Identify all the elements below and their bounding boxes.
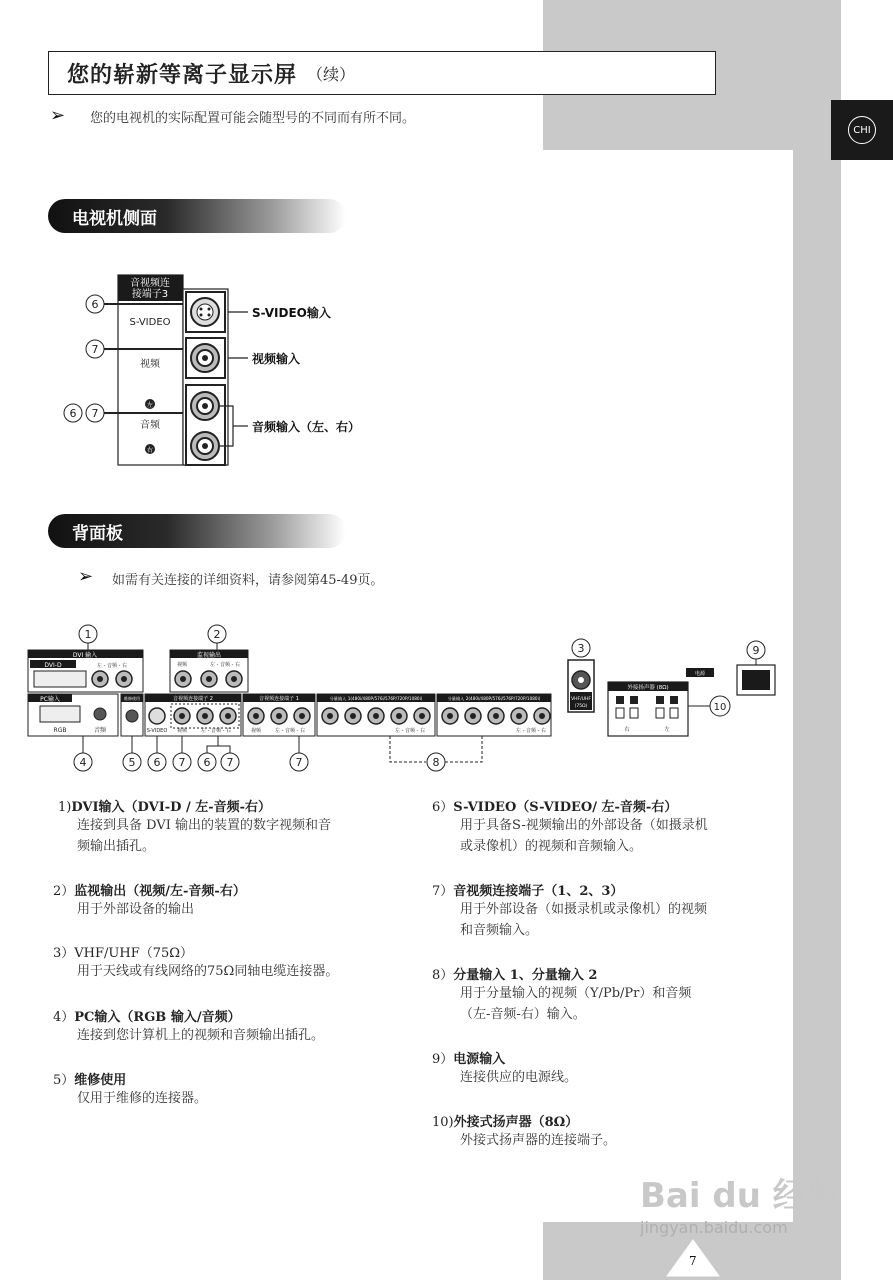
rear-comp1-audio-label: 左 - 音频 - 右 xyxy=(395,728,425,734)
side-num-7a: 7 xyxy=(91,343,99,356)
item-8-num: 8） xyxy=(432,968,454,983)
right-gray-band xyxy=(793,0,841,1280)
item-7-body-1: 用于外部设备（如摄录机或录像机）的视频 xyxy=(460,902,708,917)
item-6-title: S-VIDEO（S-VIDEO/ 左-音频-右） xyxy=(453,800,678,815)
item-10-num: 10) xyxy=(432,1115,454,1130)
side-video-label: 视频 xyxy=(140,359,160,370)
page-subtitle: （续） xyxy=(307,64,356,84)
item-3 xyxy=(53,942,393,982)
side-panel-diagram xyxy=(55,265,400,475)
watermark-brand: Bai du 经验 xyxy=(640,1176,841,1216)
item-6 xyxy=(432,796,772,857)
rear-callout-3: 3 xyxy=(577,642,585,655)
rear-av2-audio-label: 左 - 音频 - 右 xyxy=(201,728,231,734)
item-2-body-1: 用于外部设备的输出 xyxy=(77,902,195,917)
item-1-body-1: 连接到具备 DVI 输出的装置的数字视频和音 xyxy=(77,818,331,833)
side-num-6a: 6 xyxy=(91,298,99,311)
item-7-title: 音视频连接端子（1、2、3） xyxy=(453,884,624,899)
rear-callout-5: 5 xyxy=(128,756,136,769)
rear-75ohm-label: (75Ω) xyxy=(574,704,588,709)
rear-comp1-label: 分量输入 1(480i/480P/576i/576P/720P/1080i) xyxy=(329,696,423,701)
side-svideo-label: S-VIDEO xyxy=(129,317,171,328)
item-8 xyxy=(432,964,772,1025)
rear-callout-4: 4 xyxy=(79,756,87,769)
item-2 xyxy=(53,880,393,920)
rear-av1-video-label: 视频 xyxy=(250,728,262,734)
item-10-title: 外接式扬声器（8Ω） xyxy=(453,1115,579,1130)
item-8-body-2: （左-音频-右）输入。 xyxy=(460,1007,586,1022)
item-2-title: 监视输出（视频/左-音频-右） xyxy=(74,884,246,899)
page-number: 7 xyxy=(689,1254,697,1268)
item-4-title: PC输入（RGB 输入/音频） xyxy=(74,1010,241,1025)
rear-callout-7b: 7 xyxy=(226,756,234,769)
page-title-box xyxy=(48,51,716,95)
item-9 xyxy=(432,1048,772,1088)
rear-av2-svideo-label: S-VIDEO xyxy=(146,728,168,734)
side-num-6b: 6 xyxy=(69,407,77,420)
side-panel-heading-2: 接端子3 xyxy=(131,289,169,300)
rear-note-arrow-icon: ➢ xyxy=(78,566,94,587)
rear-dvi-input-label: DVI 输入 xyxy=(72,652,98,659)
section-title-side-text: 电视机侧面 xyxy=(72,208,157,229)
rear-dvi-d-label: DVI-D xyxy=(44,662,62,669)
rear-spk-right-label: 右 xyxy=(624,727,630,733)
note-arrow-icon: ➢ xyxy=(50,105,66,126)
rear-monitor-out-label: 监视输出 xyxy=(196,652,222,659)
rear-callout-10: 10 xyxy=(713,702,727,713)
callout-svideo-input: S-VIDEO输入 xyxy=(252,306,331,320)
item-1-title: DVI输入（DVI-D / 左-音频-右） xyxy=(71,800,272,815)
rear-callout-1: 1 xyxy=(84,628,92,641)
side-right-mark: 右 xyxy=(146,447,154,454)
rear-monitor-audio-label: 左 - 音频 - 右 xyxy=(210,662,240,668)
rear-note: 如需有关连接的详细资料，请参阅第45-49页。 xyxy=(112,573,384,588)
rear-rgb-port xyxy=(40,706,80,722)
callout-audio-input: 音频输入（左、右） xyxy=(252,420,361,434)
item-5-title: 维修使用 xyxy=(74,1073,127,1088)
side-panel-heading-1: 音视频连 xyxy=(130,278,170,289)
item-9-num: 9） xyxy=(432,1052,454,1067)
rear-monitor-video-label: 视频 xyxy=(176,662,188,668)
rear-callout-7a: 7 xyxy=(178,756,186,769)
item-6-body-2: 或录像机）的视频和音频输入。 xyxy=(460,839,643,854)
item-10 xyxy=(432,1111,772,1151)
rear-power-socket xyxy=(742,670,770,690)
rear-comp2-label: 分量输入 2(480i/480P/576i/576P/720P/1080i) xyxy=(447,696,541,701)
item-4-num: 4） xyxy=(53,1010,75,1025)
item-1-num: 1) xyxy=(58,800,72,815)
language-tab-label: CHI xyxy=(848,116,876,144)
section-title-side xyxy=(48,199,346,233)
rear-panel-diagram xyxy=(20,620,790,780)
item-8-title: 分量输入 1、分量输入 2 xyxy=(453,968,598,983)
rear-power-label: 电源 xyxy=(694,671,706,677)
item-8-body-1: 用于分量输入的视频（Y/Pb/Pr）和音频 xyxy=(460,986,692,1001)
language-tab xyxy=(831,100,893,160)
rear-pc-input-label: PC输入 xyxy=(40,696,60,703)
item-3-title: VHF/UHF（75Ω） xyxy=(74,946,194,961)
item-4 xyxy=(53,1006,393,1046)
rear-comp2-audio-label: 左 - 音频 - 右 xyxy=(516,728,546,734)
rear-callout-2: 2 xyxy=(213,628,221,641)
rear-av1-audio-label: 左 - 音频 - 右 xyxy=(275,728,305,734)
item-5-body-1: 仅用于维修的连接器。 xyxy=(77,1091,208,1106)
rear-callout-7c: 7 xyxy=(295,756,303,769)
section-title-rear xyxy=(48,514,346,548)
item-6-body-1: 用于具备S-视频输出的外部设备（如摄录机 xyxy=(460,818,708,833)
item-5 xyxy=(53,1069,393,1109)
rear-dvi-audio-label: 左 - 音频 - 右 xyxy=(97,663,127,669)
section-title-rear-text: 背面板 xyxy=(72,523,123,544)
rear-service-label: 维修使用 xyxy=(124,696,140,701)
rear-callout-6b: 6 xyxy=(203,756,211,769)
item-4-body-1: 连接到您计算机上的视频和音频输出插孔。 xyxy=(77,1028,325,1043)
item-6-num: 6） xyxy=(432,800,454,815)
rear-av2-video-label: 视频 xyxy=(176,728,188,734)
item-9-title: 电源输入 xyxy=(453,1052,506,1067)
rear-av1-label: 音视频连接端子 1 xyxy=(259,696,299,702)
rear-callout-6a: 6 xyxy=(153,756,161,769)
item-10-body-1: 外接式扬声器的连接端子。 xyxy=(460,1133,617,1148)
rear-ext-speaker-label: 外接扬声器 (8Ω) xyxy=(627,685,669,691)
side-left-mark: 左 xyxy=(146,402,154,409)
item-7 xyxy=(432,880,772,941)
item-2-num: 2） xyxy=(53,884,75,899)
watermark-url: jingyan.baidu.com xyxy=(640,1218,788,1237)
rear-spk-left-label: 左 xyxy=(664,727,670,733)
item-9-body-1: 连接供应的电源线。 xyxy=(460,1070,578,1085)
side-num-7b: 7 xyxy=(91,407,99,420)
side-audio-label: 音频 xyxy=(140,420,160,431)
page-title: 您的崭新等离子显示屏 xyxy=(67,61,298,88)
rear-vhf-label: VHF/UHF xyxy=(571,697,591,702)
item-1 xyxy=(58,796,398,857)
callout-video-input: 视频输入 xyxy=(252,352,301,366)
item-3-body-1: 用于天线或有线网络的75Ω同轴电缆连接器。 xyxy=(77,964,339,979)
rear-dvi-port xyxy=(34,671,86,687)
rear-av2-label: 音视频连接端子 2 xyxy=(173,696,213,702)
rear-rgb-label: RGB xyxy=(53,727,67,734)
item-3-num: 3） xyxy=(53,946,75,961)
rear-callout-8: 8 xyxy=(432,756,440,769)
rear-callout-9: 9 xyxy=(752,644,760,657)
item-1-body-2: 频输出插孔。 xyxy=(77,839,156,854)
header-note: 您的电视机的实际配置可能会随型号的不同而有所不同。 xyxy=(90,111,416,126)
rear-pc-audio-label: 音频 xyxy=(93,727,107,734)
item-7-num: 7） xyxy=(432,884,454,899)
item-7-body-2: 和音频输入。 xyxy=(460,923,539,938)
item-5-num: 5） xyxy=(53,1073,75,1088)
